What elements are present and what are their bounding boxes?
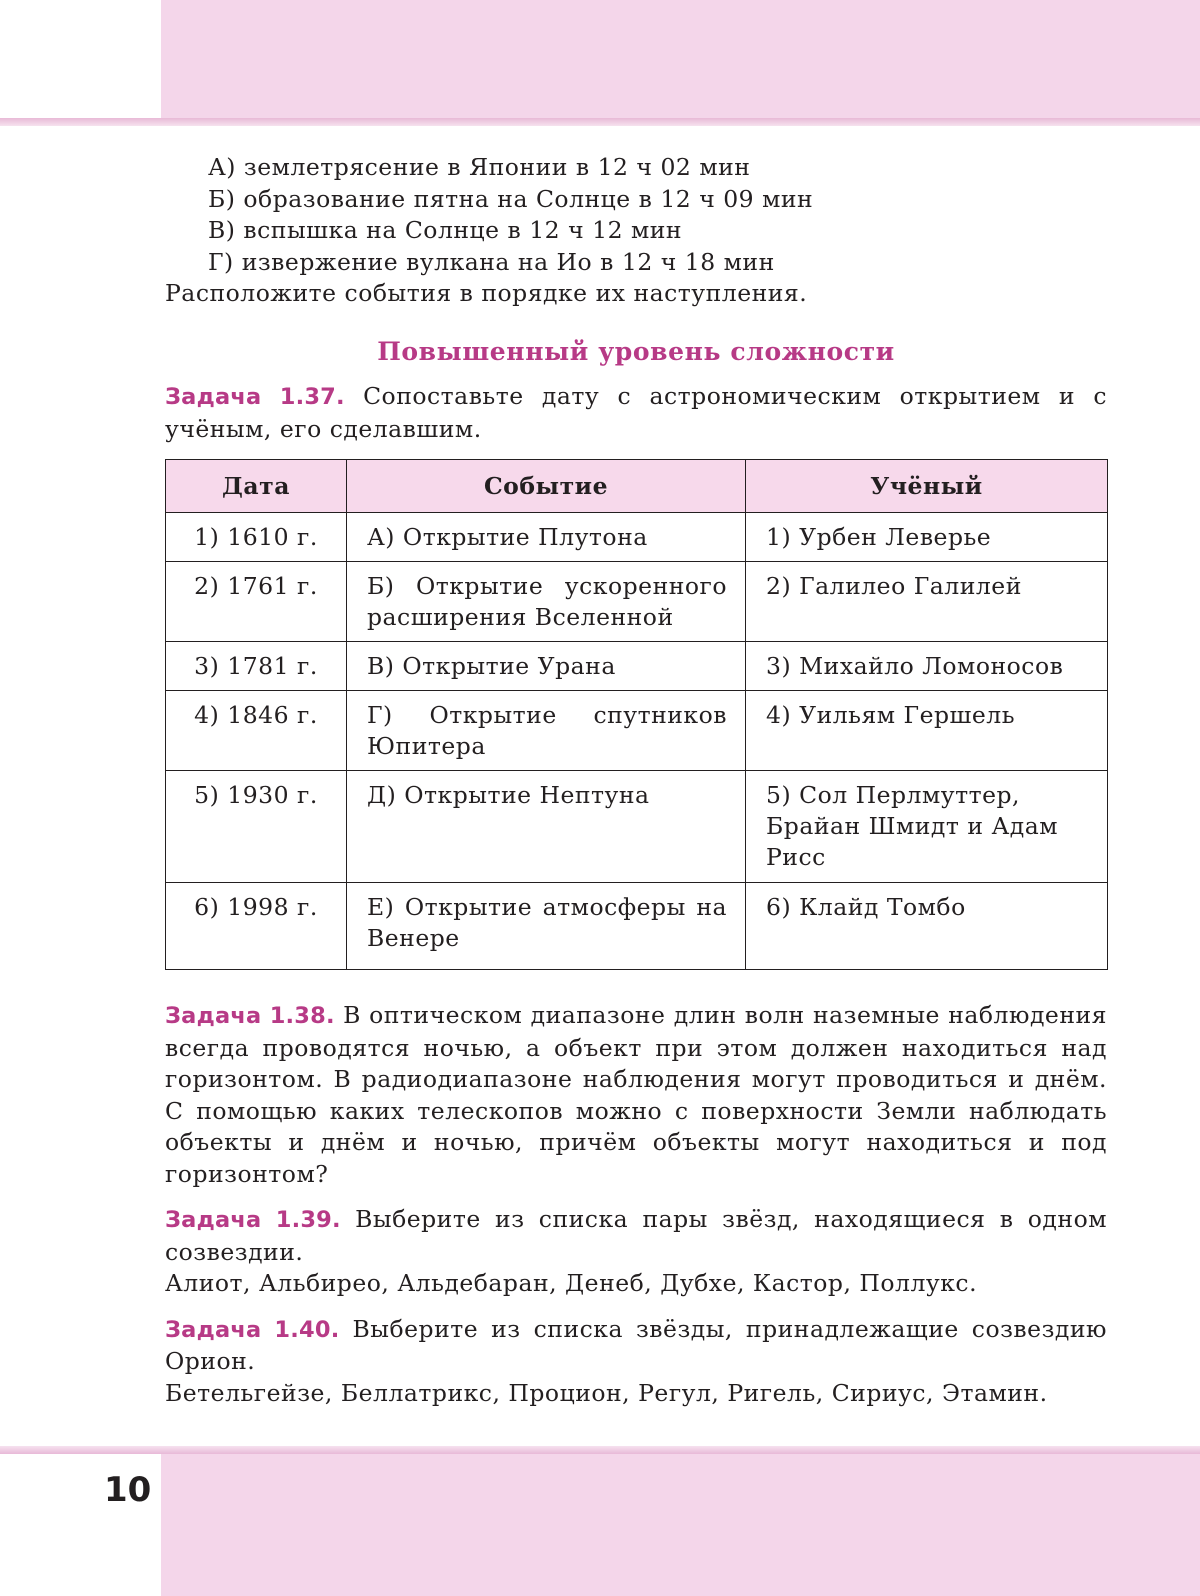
bottom-decorative-band [161,1454,1200,1596]
event-cell: Г) Открытие спутников Юпитера [347,691,746,771]
table-row [166,771,1108,883]
page-number: 10 [104,1470,152,1510]
table-row [166,513,1108,562]
intro-options [165,152,1107,278]
bottom-divider [0,1446,1200,1454]
event-cell: В) Открытие Урана [347,642,746,691]
task-text: Сопоставьте дату с астрономическим открытием и с учёным, его сделавшим. [165,382,1107,443]
task-text: Выберите из списка пары звёзд, находящиеся в одном созвездии. [165,1205,1107,1266]
intro-instruction: Расположите события в порядке их наступления. [165,279,808,307]
date-cell: 3) 1781 г. [166,642,347,691]
task-1-37 [165,381,1107,445]
task-1-39 [165,1204,1107,1268]
scientist-cell: 3) Михайло Ломоносов [746,642,1108,691]
table-row [166,562,1108,642]
scientist-cell: 6) Клайд Томбо [746,883,1108,970]
matching-table [165,459,1108,970]
table-row [166,883,1108,970]
intro-option: Б) образование пятна на Солнце в 12 ч 09 мин [208,184,814,213]
intro-option: Г) извержение вулкана на Ио в 12 ч 18 мин [208,247,775,276]
column-header-event: Событие [347,460,746,513]
date-cell: 6) 1998 г. [166,883,347,970]
task-label: Задача 1.38. [165,1003,335,1029]
column-header-scientist: Учёный [746,460,1108,513]
task-label: Задача 1.37. [165,384,345,410]
scientist-cell: 1) Урбен Леверье [746,513,1108,562]
scientist-cell: 4) Уильям Гершель [746,691,1108,771]
star-list: Бетельгейзе, Беллатрикс, Процион, Регул, Ригель, Сириус, Этамин. [165,1378,1048,1407]
event-cell: Б) Открытие ускоренного расширения Вселенной [347,562,746,642]
page-content [165,152,1107,1409]
event-cell: Д) Открытие Нептуна [347,771,746,883]
intro-option: А) землетрясение в Японии в 12 ч 02 мин [208,153,751,181]
date-cell: 2) 1761 г. [166,562,347,642]
table-header-row [166,460,1108,513]
event-cell: А) Открытие Плутона [347,513,746,562]
date-cell: 1) 1610 г. [166,513,347,562]
top-divider [0,118,1200,126]
task-label: Задача 1.39. [165,1207,341,1233]
intro-option: В) вспышка на Солнце в 12 ч 12 мин [208,216,683,244]
task-1-40 [165,1314,1107,1378]
event-cell: Е) Открытие атмосферы на Венере [347,883,746,970]
table-row [166,642,1108,691]
column-header-date: Дата [166,460,347,513]
date-cell: 4) 1846 г. [166,691,347,771]
star-list: Алиот, Альбирео, Альдебаран, Денеб, Дубхе, Кастор, Поллукс. [165,1269,978,1297]
level-heading: Повышенный уровень сложности [377,336,895,366]
scientist-cell: 5) Сол Перлмуттер, Брайан Шмидт и Адам Рисс [746,771,1108,883]
scientist-cell: 2) Галилео Галилей [746,562,1108,642]
task-text: В оптическом диапазоне длин волн наземные наблюдения всегда проводятся ночью, а объект при этом должен находиться над горизонтом. В радиодиапазоне наблюдения могут проводиться и днём. С помощью каких телескопов можно с поверхности Земли наблюдать объекты и днём и ночью, причём объекты могут находиться и под горизонтом? [165,1001,1107,1188]
top-decorative-band [161,0,1200,118]
task-label: Задача 1.40. [165,1316,340,1343]
date-cell: 5) 1930 г. [166,771,347,883]
task-1-38 [165,1000,1107,1190]
task-text: Выберите из списка звёзды, принадлежащие созвездию Орион. [165,1314,1107,1375]
table-row [166,691,1108,771]
